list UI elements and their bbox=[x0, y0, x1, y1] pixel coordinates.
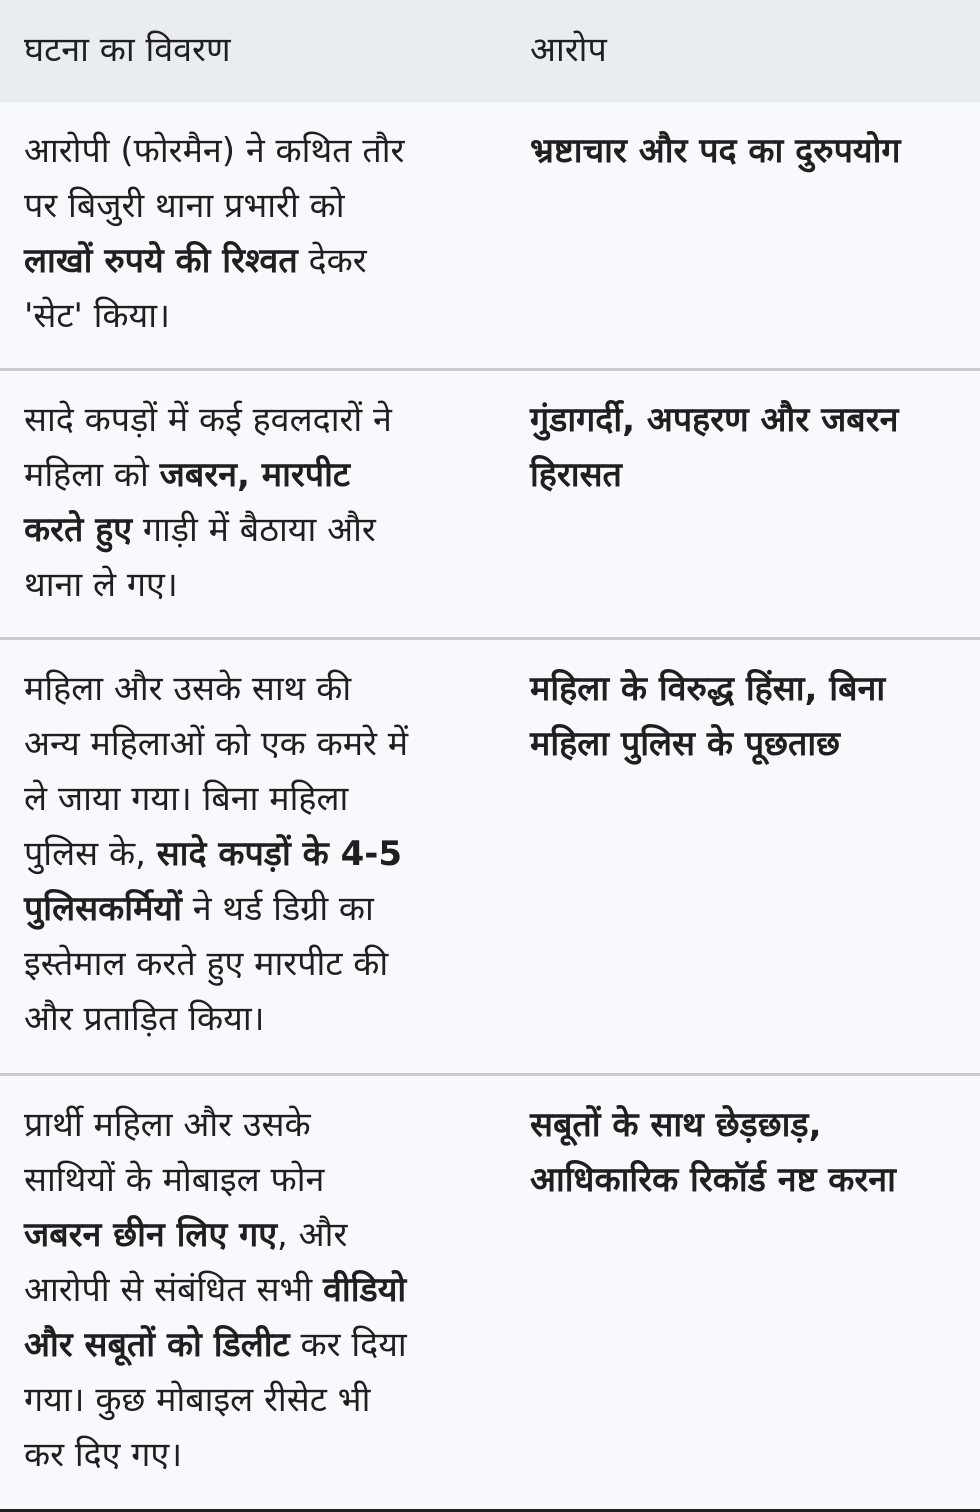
emphasis-text: जबरन, मारपीट bbox=[159, 455, 351, 495]
body-text: महिला को bbox=[24, 455, 160, 495]
details-line bbox=[24, 992, 464, 1047]
cell-charge bbox=[530, 124, 970, 179]
body-text: ने थर्ड डिग्री का bbox=[181, 889, 374, 929]
charge-line: सबूतों के साथ छेड़छाड़, bbox=[530, 1105, 822, 1145]
details-line bbox=[24, 772, 464, 827]
body-text: पुलिस के, bbox=[24, 834, 157, 874]
charge-line: भ्रष्टाचार और पद का दुरुपयोग bbox=[530, 131, 901, 171]
body-text: गया। कुछ मोबाइल रीसेट भी bbox=[24, 1380, 371, 1420]
table-row bbox=[0, 102, 980, 368]
charge-line: गुंडागर्दी, अपहरण और जबरन bbox=[530, 400, 899, 440]
header-charge: आरोप bbox=[530, 30, 607, 70]
cell-charge bbox=[530, 662, 970, 772]
cell-details bbox=[24, 124, 464, 344]
body-text: प्रार्थी महिला और उसके bbox=[24, 1105, 311, 1145]
header-details: घटना का विवरण bbox=[24, 30, 231, 70]
body-text: कर दिया bbox=[289, 1325, 407, 1365]
charge-line: महिला पुलिस के पूछताछ bbox=[530, 724, 840, 764]
body-text: ले जाया गया। बिना महिला bbox=[24, 779, 349, 819]
details-line bbox=[24, 234, 464, 289]
emphasis-text: वीडियो bbox=[322, 1270, 407, 1310]
cell-charge bbox=[530, 1098, 970, 1208]
table-row bbox=[0, 1076, 980, 1509]
details-line bbox=[24, 1318, 464, 1373]
emphasis-text: जबरन छीन लिए गए bbox=[24, 1215, 278, 1255]
body-text: 'सेट' किया। bbox=[24, 296, 170, 336]
details-line bbox=[24, 124, 464, 179]
details-line bbox=[24, 558, 464, 613]
details-line bbox=[24, 1428, 464, 1483]
cell-details bbox=[24, 1098, 464, 1483]
charge-line: हिरासत bbox=[530, 455, 622, 495]
body-text: , और bbox=[277, 1215, 348, 1255]
body-text: आरोपी (फोरमैन) ने कथित तौर bbox=[24, 131, 405, 171]
body-text: और प्रताड़ित किया। bbox=[24, 999, 265, 1039]
details-line bbox=[24, 448, 464, 503]
cell-details bbox=[24, 393, 464, 613]
details-line bbox=[24, 1208, 464, 1263]
body-text: अन्य महिलाओं को एक कमरे में bbox=[24, 724, 409, 764]
details-line bbox=[24, 1263, 464, 1318]
body-text: कर दिए गए। bbox=[24, 1435, 183, 1475]
body-text: महिला और उसके साथ की bbox=[24, 669, 352, 709]
body-text: देकर bbox=[297, 241, 367, 281]
details-line bbox=[24, 717, 464, 772]
body-text: थाना ले गए। bbox=[24, 565, 178, 605]
emphasis-text: लाखों रुपये की रिश्वत bbox=[24, 241, 298, 281]
details-line bbox=[24, 393, 464, 448]
details-line bbox=[24, 289, 464, 344]
emphasis-text: और सबूतों को डिलीट bbox=[24, 1325, 290, 1365]
body-text: गाड़ी में बैठाया और bbox=[132, 510, 376, 550]
body-text: साथियों के मोबाइल फोन bbox=[24, 1160, 325, 1200]
charge-line: आधिकारिक रिकॉर्ड नष्ट करना bbox=[530, 1160, 896, 1200]
charge-line: महिला के विरुद्ध हिंसा, बिना bbox=[530, 669, 886, 709]
details-line bbox=[24, 1098, 464, 1153]
details-line bbox=[24, 662, 464, 717]
details-line bbox=[24, 1373, 464, 1428]
body-text: आरोपी से संबंधित सभी bbox=[24, 1270, 323, 1310]
table-row bbox=[0, 640, 980, 1073]
body-text: पर बिजुरी थाना प्रभारी को bbox=[24, 186, 345, 226]
emphasis-text: सादे कपड़ों के 4-5 bbox=[156, 834, 403, 874]
cell-charge bbox=[530, 393, 970, 503]
body-text: इस्तेमाल करते हुए मारपीट की bbox=[24, 944, 389, 984]
table-row bbox=[0, 371, 980, 637]
details-line bbox=[24, 503, 464, 558]
details-line bbox=[24, 882, 464, 937]
details-line bbox=[24, 937, 464, 992]
body-text: सादे कपड़ों में कई हवलदारों ने bbox=[24, 400, 392, 440]
table-header bbox=[0, 0, 980, 102]
emphasis-text: पुलिसकर्मियों bbox=[24, 889, 182, 929]
emphasis-text: करते हुए bbox=[24, 510, 133, 550]
details-line bbox=[24, 179, 464, 234]
details-line bbox=[24, 1153, 464, 1208]
cell-details bbox=[24, 662, 464, 1047]
details-line bbox=[24, 827, 464, 882]
